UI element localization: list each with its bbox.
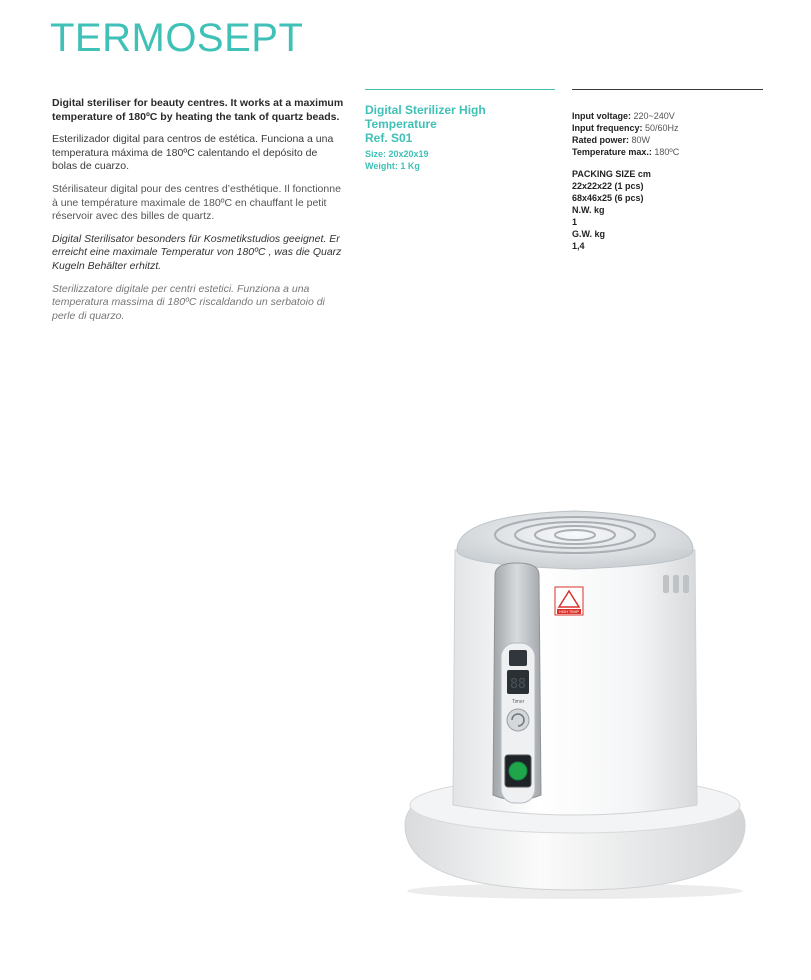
description-spanish: Esterilizador digital para centros de estética. Funciona a una temperatura máxima de 180ºC calentando el depósito de bolas de cuarzo. bbox=[52, 133, 334, 173]
product-ref: Ref. S01 bbox=[365, 131, 413, 145]
packing-size-single: 22x22x22 (1 pcs) bbox=[572, 181, 644, 191]
description-french: Stérilisateur digital pour des centres d’esthétique. Il fonctionne à une température maximale de 180ºC en chauffant le petit réservoir avec des billes de quartz. bbox=[52, 182, 341, 223]
spec-value: 220~240V bbox=[633, 111, 675, 121]
spec-temperature-max bbox=[572, 146, 772, 158]
product-weight: Weight: 1 Kg bbox=[365, 161, 420, 171]
packing-title: PACKING SIZE cm bbox=[572, 169, 651, 179]
packing-nw-value: 1 bbox=[572, 217, 578, 227]
power-button-icon[interactable] bbox=[509, 762, 527, 780]
description-english: Digital steriliser for beauty centres. It works at a maximum temperature of 180ºC by heating the tank of quartz beads. bbox=[52, 97, 344, 123]
description-italian: Sterilizzatore digitale per centri estetici. Funziona a una temperatura massima di 180ºC riscaldando un serbatoio di perle di quarzo. bbox=[52, 282, 325, 322]
product-divider bbox=[365, 89, 555, 90]
spec-value: 80W bbox=[631, 135, 651, 145]
description-german: Digital Sterilisator besonders für Kosmetikstudios geeignet. Er erreicht eine maximale Temperatur von 180ºC , was die Quarz Kugeln Behälter erhitzt. bbox=[52, 232, 342, 272]
spec-value: 50/60Hz bbox=[645, 123, 679, 133]
packing-nw-label: N.W. kg bbox=[572, 205, 605, 215]
spec-label: Temperature max.: bbox=[572, 147, 652, 157]
digital-display: 88 bbox=[510, 677, 526, 692]
vent-slots bbox=[663, 575, 689, 593]
timer-label: Timer bbox=[511, 699, 525, 705]
timer-knob-icon[interactable] bbox=[507, 709, 529, 731]
product-column bbox=[365, 103, 555, 172]
sterilizer-product-image bbox=[395, 505, 755, 900]
description-column bbox=[52, 97, 344, 332]
spec-rated-power bbox=[572, 134, 772, 146]
spec-input-voltage bbox=[572, 110, 772, 122]
warning-label-text: HIGH TEMP bbox=[559, 610, 579, 614]
specs-column bbox=[572, 110, 772, 252]
specs-divider bbox=[572, 89, 763, 90]
packing-gw-label: G.W. kg bbox=[572, 229, 606, 239]
packing-size-six: 68x46x25 (6 pcs) bbox=[572, 193, 644, 203]
spec-label: Input voltage: bbox=[572, 111, 631, 121]
product-name: Digital Sterilizer High Temperature bbox=[365, 103, 486, 131]
spec-value: 180ºC bbox=[654, 147, 680, 157]
spec-label: Rated power: bbox=[572, 135, 630, 145]
spec-input-frequency bbox=[572, 122, 772, 134]
brand-title: TERMOSEPT bbox=[50, 16, 304, 60]
spec-label: Input frequency: bbox=[572, 123, 643, 133]
logo-icon bbox=[509, 650, 527, 666]
product-size: Size: 20x20x19 bbox=[365, 149, 429, 159]
packing-gw-value: 1,4 bbox=[572, 241, 585, 251]
